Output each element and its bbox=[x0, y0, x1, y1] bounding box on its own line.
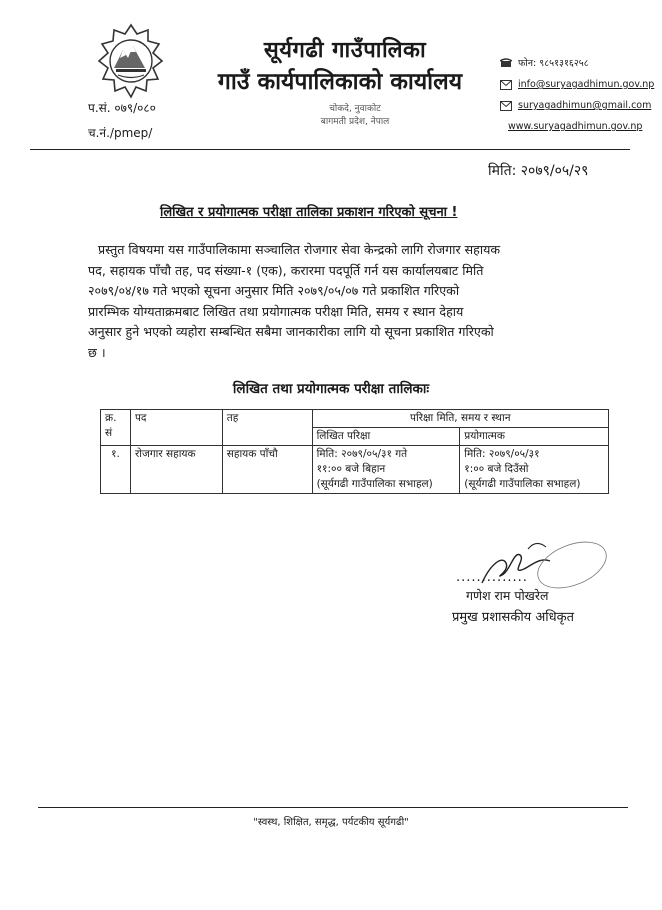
municipality-name: सूर्यगढी गाउँपालिका bbox=[263, 38, 427, 63]
body-line: २०७९/०४/१७ गते भएको सूचना अनुसार मिति २०७९/०५/०७ गते प्रकाशित गरिएको bbox=[88, 283, 460, 298]
cell-post: रोजगार सहायक bbox=[130, 446, 222, 494]
written-date: मिति: २०७९/०५/३१ गते bbox=[316, 448, 408, 460]
signatory-title: प्रमुख प्रशासकीय अधिकृत bbox=[452, 610, 575, 625]
email-info-link[interactable]: info@suryagadhimun.gov.np bbox=[518, 79, 655, 90]
table-row bbox=[101, 446, 609, 494]
notice-subject: लिखित र प्रयोगात्मक परीक्षा तालिका प्रकाशन गरिएको सूचना ! bbox=[160, 205, 458, 220]
practical-date: मिति: २०७९/०५/३१ bbox=[464, 448, 540, 460]
email-icon bbox=[500, 80, 512, 90]
handwritten-signature bbox=[480, 535, 610, 595]
schedule-title: लिखित तथा प्रयोगात्मक परीक्षा तालिकाः bbox=[232, 381, 430, 397]
dispatch-number: च.नं./pmep/ bbox=[88, 126, 153, 140]
contact-website bbox=[508, 121, 642, 132]
office-name: गाउँ कार्यपालिकाको कार्यालय bbox=[217, 69, 463, 95]
signatory-name: गणेश राम पोखरेल bbox=[466, 588, 549, 603]
email-gmail-link[interactable]: suryagadhimun@gmail.com bbox=[518, 100, 652, 111]
contact-email-2 bbox=[500, 100, 651, 111]
practical-venue: (सूर्यगढी गाउँपालिका सभाहल) bbox=[464, 478, 581, 490]
contact-phone bbox=[500, 56, 589, 69]
cell-practical bbox=[460, 446, 609, 494]
footer-slogan: "स्वस्थ, शिक्षित, समृद्ध, पर्यटकीय सूर्यगढी" bbox=[253, 817, 409, 828]
cell-sn: १. bbox=[101, 446, 131, 494]
notice-body bbox=[88, 240, 608, 363]
email-icon bbox=[500, 101, 512, 111]
header-sn: क्र. सं bbox=[101, 410, 131, 446]
website-link[interactable]: www.suryagadhimun.gov.np bbox=[508, 121, 643, 132]
cell-written bbox=[312, 446, 460, 494]
header-level: तह bbox=[222, 410, 312, 446]
body-line: छ । bbox=[88, 344, 106, 360]
body-line: प्रस्तुत विषयमा यस गाउँपालिकामा सञ्चालित रोजगार सेवा केन्द्रको लागि रोजगार सहायक bbox=[98, 242, 501, 257]
header-divider bbox=[30, 149, 630, 150]
emblem-logo bbox=[92, 22, 170, 100]
address-line-1: चोकदे, नुवाकोट bbox=[329, 104, 381, 114]
practical-time: १:०० बजे दिउँसो bbox=[464, 463, 529, 475]
written-venue: (सूर्यगढी गाउँपालिका सभाहल) bbox=[316, 478, 433, 490]
notice-date: मिति: २०७९/०५/२९ bbox=[488, 163, 589, 179]
phone-number: फोन: ९८५१३१६२५८ bbox=[518, 58, 589, 69]
header-post: पद bbox=[130, 410, 222, 446]
cell-level: सहायक पाँचौ bbox=[222, 446, 312, 494]
body-line: अनुसार हुने भएको व्यहोरा सम्बन्धित सबैमा जानकारीका लागि यो सूचना प्रकाशित गरिएको bbox=[88, 324, 494, 339]
signature-line: .............. bbox=[456, 570, 528, 585]
contact-email-1 bbox=[500, 79, 654, 90]
header-exam-group: परिक्षा मिति, समय र स्थान bbox=[312, 410, 608, 428]
body-line: पद, सहायक पाँचौ तह, पद संख्या-१ (एक), करारमा पदपूर्ति गर्न यस कार्यालयबाट मिति bbox=[88, 262, 484, 278]
header-written: लिखित परिक्षा bbox=[312, 428, 460, 446]
exam-schedule-table bbox=[100, 409, 609, 494]
phone-icon bbox=[500, 58, 512, 68]
written-time: ११:०० बजे बिहान bbox=[316, 463, 386, 475]
table-header-row bbox=[101, 410, 609, 428]
address-line-2: बागमती प्रदेश, नेपाल bbox=[320, 117, 390, 127]
footer-divider bbox=[38, 807, 628, 808]
body-line: प्रारम्भिक योग्यताक्रमबाट लिखित तथा प्रयोगात्मक परीक्षा मिति, समय र स्थान देहाय bbox=[88, 303, 464, 319]
reference-number: प.सं. ०७९/०८० bbox=[88, 101, 156, 115]
header-practical: प्रयोगात्मक bbox=[460, 428, 609, 446]
